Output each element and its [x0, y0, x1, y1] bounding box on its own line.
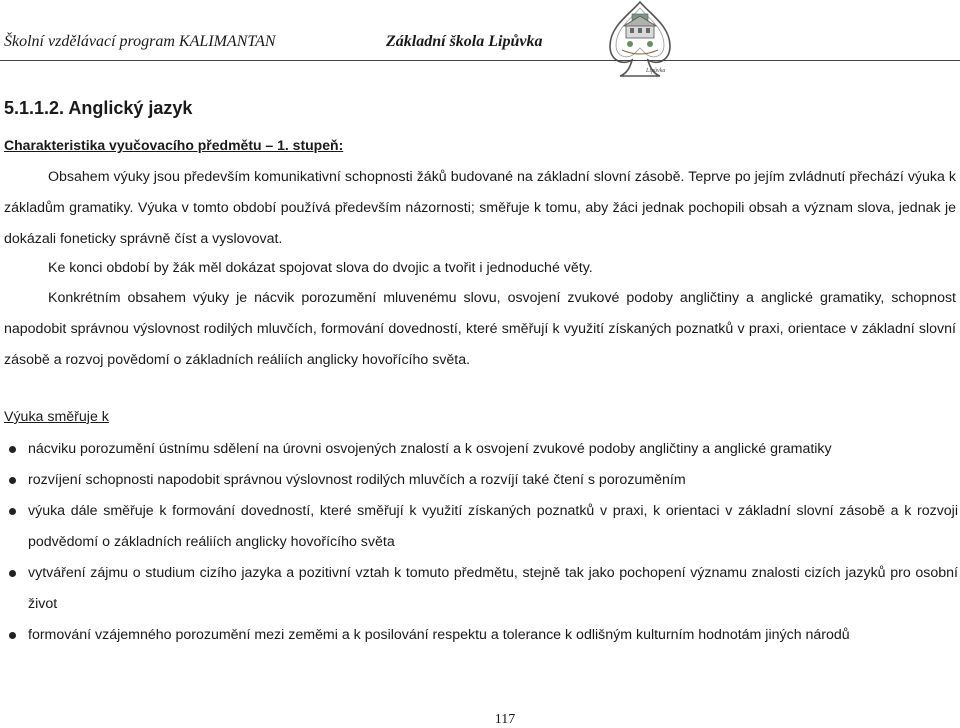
list-item — [0, 558, 958, 620]
header-program-title: Školní vzdělávací program KALIMANTAN — [4, 33, 276, 50]
goals-list — [0, 434, 960, 651]
page-header — [0, 0, 960, 74]
bullet-icon — [9, 508, 16, 515]
list-item — [0, 620, 958, 651]
logo-lettering: Lipůvka — [646, 68, 666, 74]
list-item-text: vytváření zájmu o studium cizího jazyka a pozitivní vztah k tomuto předmětu, stejně tak jako pochopení významu znalosti cizích jazyků pro osobní život — [28, 565, 958, 612]
list-item — [0, 465, 958, 496]
list-item — [0, 496, 958, 558]
list-item — [0, 434, 958, 465]
bullet-icon — [9, 477, 16, 484]
list-item-text: formování vzájemného porozumění mezi zeměmi a k posilování respektu a tolerance k odlišným kulturním hodnotám jiných národů — [28, 627, 850, 643]
paragraph-content: Konkrétním obsahem výuky je nácvik porozumění mluvenému slovu, osvojení zvukové podoby angličtiny a anglické gramatiky, schopnost napodobit správnou výslovnost rodilých mluvčích, formování dovedností, které směřují k využití získaných poznatků v praxi, orientace v základní slovní zásobě a rozvoj povědomí o základních reáliích anglicky hovořícího světa. — [4, 290, 956, 368]
goals-heading: Výuka směřuje k — [4, 409, 109, 425]
header-school-name: Základní škola Lipůvka — [386, 33, 543, 50]
list-item-text: nácviku porozumění ústnímu sdělení na úrovni osvojených znalostí a k osvojení zvukové podoby angličtiny a anglické gramatiky — [28, 441, 832, 457]
school-logo-icon — [606, 0, 674, 78]
page-number: 117 — [494, 712, 516, 727]
subject-characteristics-heading: Charakteristika vyučovacího předmětu – 1. stupeň: — [4, 137, 344, 153]
bullet-icon — [9, 632, 16, 639]
list-item-text: výuka dále směřuje k formování dovedností, které směřují k využití získaných poznatků v praxi, k orientaci v základní slovní zásobě a k rozvoji podvědomí o základních reáliích anglicky hovořícího světa — [28, 503, 958, 550]
header-divider — [0, 60, 960, 61]
bullet-icon — [9, 446, 16, 453]
paragraph-end-of-period: Ke konci období by žák měl dokázat spojovat slova do dvojic a tvořit i jednoduché věty. — [48, 260, 593, 276]
bullet-icon — [9, 570, 16, 577]
list-item-text: rozvíjení schopnosti napodobit správnou výslovnost rodilých mluvčích a rozvíjí také čtení s porozuměním — [28, 472, 686, 488]
paragraph-intro: Obsahem výuky jsou především komunikativní schopnosti žáků budované na základní slovní zásobě. Teprve po jejím zvládnutí přechází výuka k základům gramatiky. Výuka v tomto období používá především názornosti; směřuje k tomu, aby žáci jednak pochopili obsah a význam slova, jednak je dokázali foneticky správně číst a vyslovovat. — [4, 169, 956, 247]
section-title: 5.1.1.2. Anglický jazyk — [4, 98, 193, 118]
